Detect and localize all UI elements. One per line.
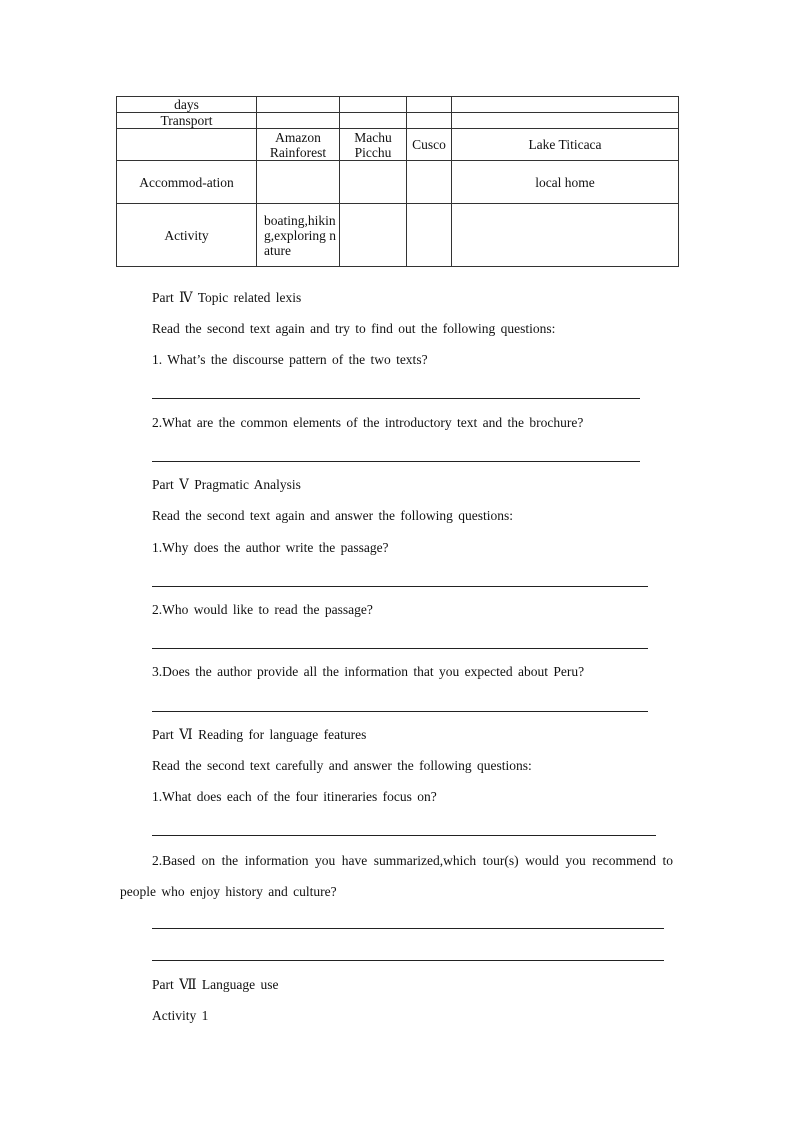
part5-question-1: 1.Why does the author write the passage?	[152, 540, 389, 555]
part7-activity-label: Activity 1	[152, 1008, 209, 1023]
answer-line-5-2[interactable]	[152, 648, 648, 649]
part5-question-2: 2.Who would like to read the passage?	[152, 602, 373, 617]
answer-line-6-1[interactable]	[152, 835, 656, 836]
part4-question-1: 1. What’s the discourse pattern of the two texts?	[152, 352, 428, 367]
row-label-activity: Activity	[117, 204, 257, 267]
table-row-transport	[117, 113, 679, 129]
table-row-accommodation	[117, 161, 679, 204]
part6-question-1: 1.What does each of the four itineraries focus on?	[152, 789, 437, 804]
answer-line-5-3[interactable]	[152, 711, 648, 712]
answer-line-6-2b[interactable]	[152, 960, 664, 961]
col-header-cusco: Cusco	[407, 129, 452, 161]
cell-lake-accommodation: local home	[452, 161, 679, 204]
cell-amazon-activity: boating,hiking,exploring nature	[257, 204, 340, 267]
part4-heading: Part Ⅳ Topic related lexis	[152, 290, 302, 305]
answer-line-4-1[interactable]	[152, 398, 640, 399]
answer-line-5-1[interactable]	[152, 586, 648, 587]
table-row-activity	[117, 204, 679, 267]
row-label-days: days	[117, 97, 257, 113]
part6-heading: Part Ⅵ Reading for language features	[152, 727, 367, 742]
part6-instruction: Read the second text carefully and answer the following questions:	[152, 758, 532, 773]
part4-question-2: 2.What are the common elements of the introductory text and the brochure?	[152, 415, 584, 430]
col-header-lake-titicaca: Lake Titicaca	[452, 129, 679, 161]
answer-line-6-2a[interactable]	[152, 928, 664, 929]
table-row-days	[117, 97, 679, 113]
part4-instruction: Read the second text again and try to find out the following questions:	[152, 321, 556, 336]
row-label-accommodation: Accommod-ation	[117, 161, 257, 204]
table-row-header	[117, 129, 679, 161]
itinerary-table	[116, 96, 679, 267]
part6-question-2: 2.Based on the information you have summarized,which tour(s) would you recommend to people who enjoy history and culture?	[120, 853, 673, 899]
col-header-machu-picchu: Machu Picchu	[340, 129, 407, 161]
part5-instruction: Read the second text again and answer the following questions:	[152, 508, 514, 523]
part5-heading: Part Ⅴ Pragmatic Analysis	[152, 477, 301, 492]
part7-heading: Part Ⅶ Language use	[152, 977, 279, 992]
row-label-transport: Transport	[117, 113, 257, 129]
part5-question-3: 3.Does the author provide all the information that you expected about Peru?	[152, 664, 585, 679]
col-header-amazon: Amazon Rainforest	[257, 129, 340, 161]
answer-line-4-2[interactable]	[152, 461, 640, 462]
